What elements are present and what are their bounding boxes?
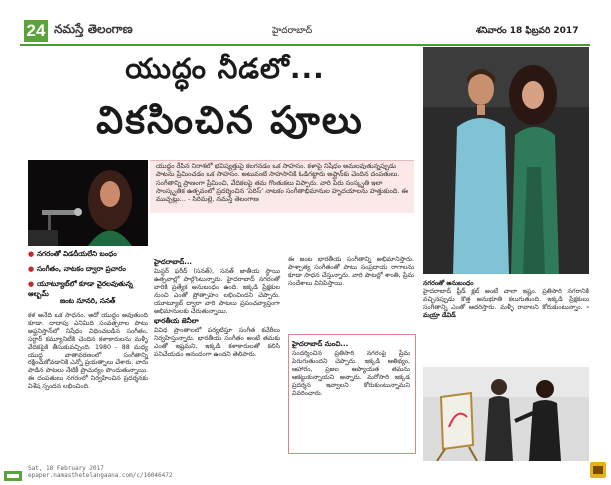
headline-line-1: యుద్ధం నీడలో... bbox=[125, 52, 325, 85]
headline-line-2: వికసించిన పూలు bbox=[96, 98, 364, 142]
article-column-1: కళ అనేది ఒక సాధనం. అదో యుద్ధం అవుతుంది కూడా. దాదాపు ఎనిమిది సంవత్సరాల పాటు అఫ్ఘనిస్తాన్‌లో నిషేధం విధించబడిన సంగీతం, సర్దార్ కమ్యూనిటీకి చెందిన కళాకారులను మళ్ళీ వేదికపైకి తీసుకువచ్చింది. 1980 - 88 మధ్య యుద్ధ వాతావరణంలో సంగీతాన్ని రక్షించుకోవడానికి ఎన్నో ప్రయత్నాలు చేశారు. వారు పాడిన పాటలు నేటికీ ప్రాచుర్యం పొందుతున్నాయి. ఈ దంపతులు నగరంలో నిర్వహించిన ప్రదర్శనకు విశేష స్పందన లభించింది. bbox=[28, 312, 148, 391]
sidebar-box-title: హైదరాబాద్ నుంచి... bbox=[292, 340, 349, 348]
paragraph: వివిధ ప్రాంతాలలో పర్యటిస్తూ సంగీత కచేరీలు నిర్వహిస్తున్నారు. భారతీయ సంగీతం అంటే తమకు ఎంతో ఇష్టమని, ఇక్కడి కళాకారులతో కలిసి పనిచేయడం ఆనందంగా ఉందని తెలిపారు. bbox=[154, 327, 280, 359]
couple-photo bbox=[423, 47, 589, 274]
singer-photo bbox=[28, 160, 148, 246]
photo-caption bbox=[423, 280, 589, 320]
byline: జంట నూనరి, సనత్ bbox=[60, 297, 116, 305]
paragraph: మిస్టర్ ఫరీద్ (సనత్), సనత్ జాతీయ స్థాయి ఉత్సవాల్లో పాల్గొంటున్నారు. హైదరాబాద్ నగరంతో వారికి ప్రత్యేక అనుబంధం ఉంది. ఇక్కడి ప్రేక్షకుల నుంచి ఎంతో ప్రోత్సాహం లభించిందని చెప్పారు. యూట్యూబ్ ద్వారా వారి పాటలు ప్రపంచవ్యాప్తంగా అభిమానులకు చేరుతున్నాయి. bbox=[154, 268, 280, 315]
footer-date: Sat, 18 February 2017 bbox=[28, 465, 104, 472]
caption-credit: - మయ్రా డేవిడ్ bbox=[423, 303, 589, 319]
caption-title: నగరంతో అనుబంధం bbox=[423, 280, 474, 287]
highlight-item bbox=[28, 250, 150, 260]
caption-text: హైదరాబాద్ ఫ్రీడ్ క్లబ్ అంటే చాలా ఇష్టం. ప్రతిసారి నగరానికి వచ్చినప్పుడు కొత్త అనుభూతి కలుగుతుంది. ఇక్కడి ప్రేక్షకులు సంగీతాన్ని ఎంతో ఆదరిస్తారు. మళ్ళీ రావాలని కోరుకుంటున్నాం. bbox=[423, 287, 589, 311]
painting-performance-photo bbox=[423, 367, 589, 461]
intro-text: యుద్ధం రేపిన నిరాశలో భవిష్యత్తుపై కలగనడం ఒక సాహసం. కళాపై నిషేధం అమలవుతున్నప్పుడు పాటను ప్రేమించడం ఒక సాహసం. అటువంటి సాహసానికి ఓడిగట్టారు అఫ్ఘాన్‌కు చెందిన దంపతులు. సంగీతాన్ని ప్రాణంగా ప్రేమించి, వేదికలపై తమ గొంతుకలు విప్పారు. వారి పేరు సంస్కృతి ఇలా సాంస్కృతిక ఉత్సవంలో ప్రదర్శించిన ‘పెరిస్’ నాటకం సంగీతాభిమానుల హృదయాలను హత్తుకుంది. ఈ ముచ్చట్లు... - సిరిమల్లె, నమస్తే తెలంగాణ bbox=[156, 162, 408, 204]
bullet-icon: ● bbox=[28, 250, 35, 258]
brand-icon bbox=[590, 462, 606, 478]
subheading: హైదరాబాద్... bbox=[154, 258, 193, 266]
page-number: 24 bbox=[24, 20, 48, 42]
city-label: హైదరాబాద్ bbox=[272, 26, 313, 36]
highlight-text: యూట్యూబ్‌లో కూడా వైరలవుతున్న ఆల్బమ్ bbox=[28, 280, 133, 298]
highlight-item bbox=[28, 265, 150, 275]
highlight-text: నగరంతో విడదీయలేని బంధం bbox=[37, 250, 117, 258]
highlight-text: సంగీతం, నాటకం ద్వారా ప్రచారం bbox=[37, 265, 126, 273]
bullet-icon: ● bbox=[28, 265, 35, 273]
bullet-icon: ● bbox=[28, 280, 35, 288]
article-column-3: ఈ జంట భారతీయ సంగీతాన్ని అభిమానిస్తారు. పాశ్చాత్య సంగీతంతో పాటు సంప్రదాయ రాగాలను కూడా సాధన చేస్తున్నారు. వారి పాటల్లో శాంతి, ప్రేమ సందేశాలు వినిపిస్తాయి. bbox=[288, 256, 414, 287]
sidebar-box-text: సందర్శించిన ప్రతిసారి నగరంపై ప్రేమ పెరుగుతుందని చెప్పారు. ఇక్కడి ఆతిథ్యం, ఆహారం, ప్రజల ఆప్యాయత తమను ఆకట్టుకున్నాయని అన్నారు. మరోసారి ఇక్కడ ప్రదర్శన ఇవ్వాలని కోరుకుంటున్నామని వివరించారు. bbox=[292, 350, 410, 397]
issue-date: శనివారం 18 ఫిబ్రవరి 2017 bbox=[476, 26, 579, 36]
article-column-2 bbox=[154, 256, 280, 359]
epaper-logo-icon bbox=[4, 466, 22, 476]
footer-url[interactable]: epaper.namasthetelangaana.com/c/16046472 bbox=[28, 472, 173, 479]
masthead: నమస్తే తెలంగాణ bbox=[54, 22, 133, 36]
subheading: భారతీయ జెనీలా bbox=[154, 317, 199, 326]
header-divider bbox=[20, 44, 590, 46]
sidebar-box-content bbox=[292, 338, 410, 397]
